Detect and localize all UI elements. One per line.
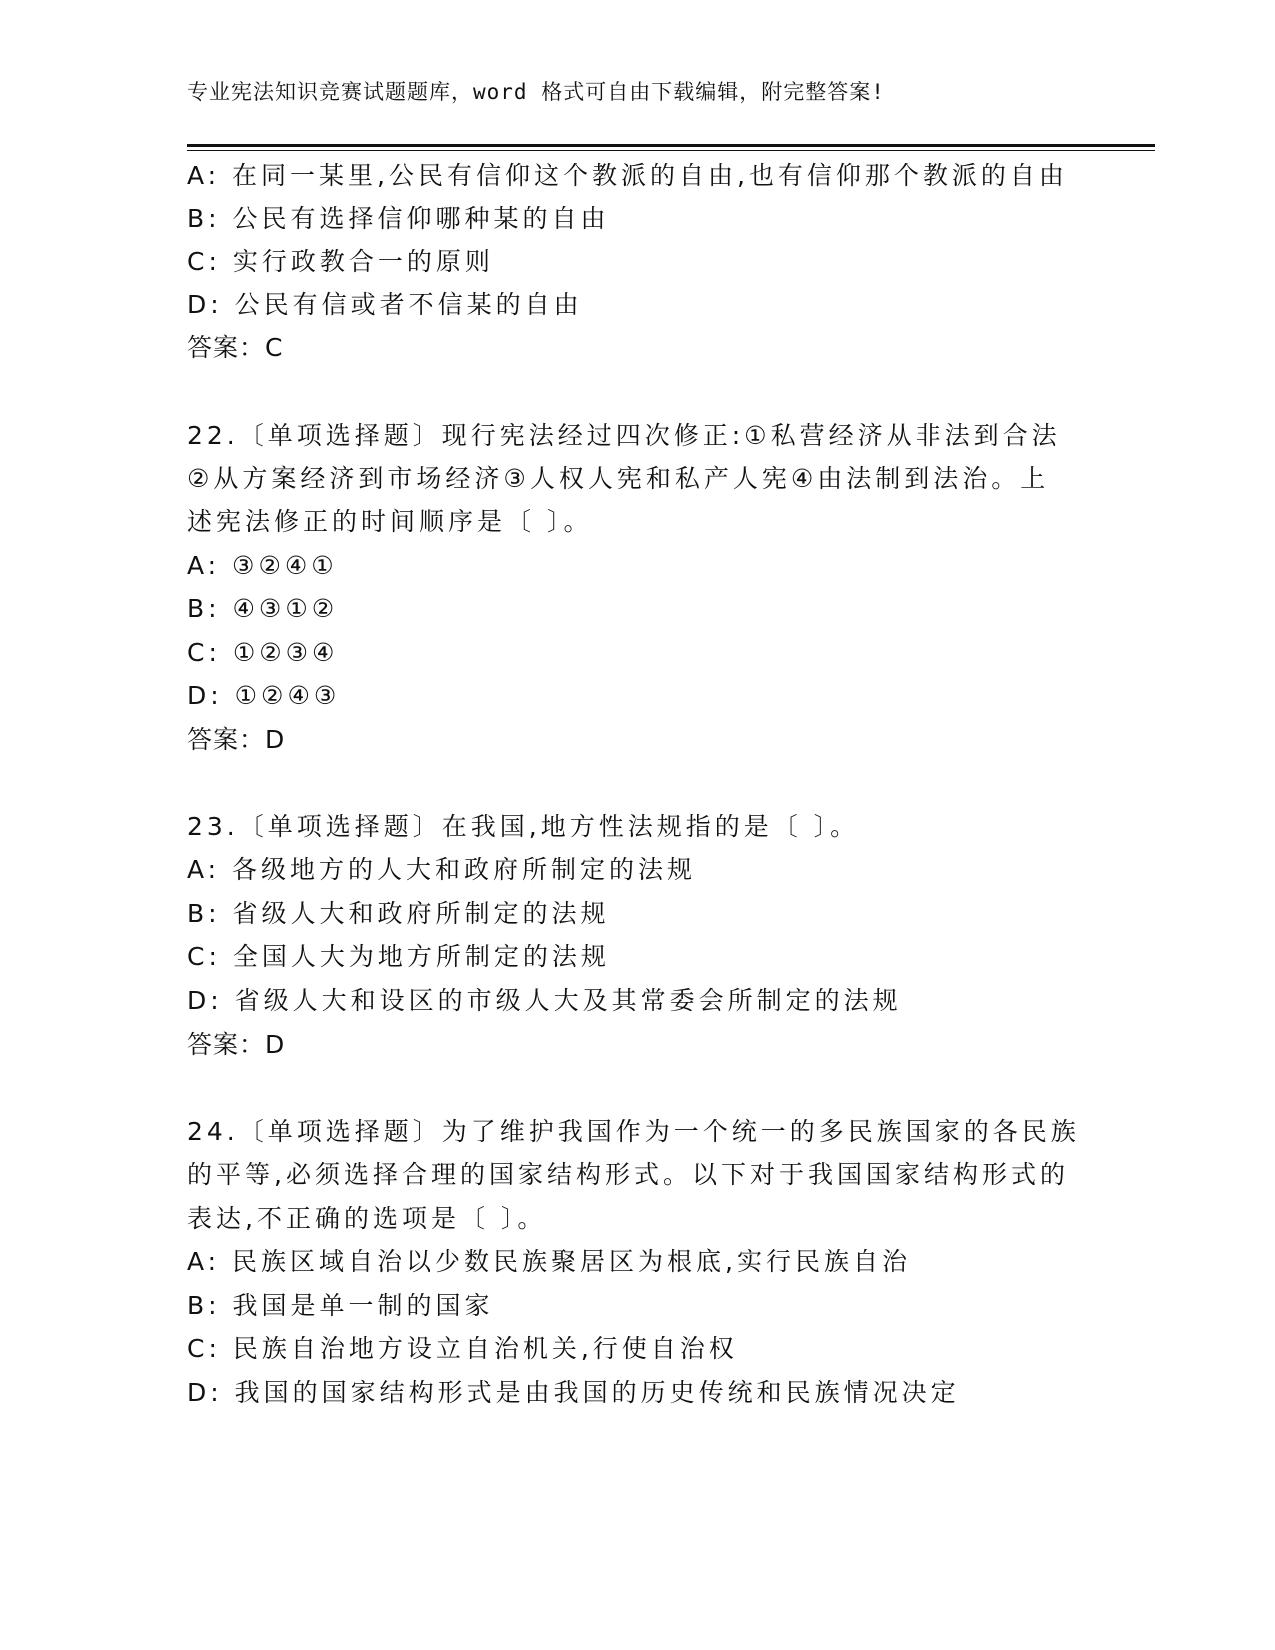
q22-option-b: B: ④③①② xyxy=(187,594,339,623)
page-header: 专业宪法知识竞赛试题题库，word 格式可自由下载编辑，附完整答案! xyxy=(187,80,885,104)
q22-option-d: D: ①②④③ xyxy=(187,681,341,710)
q23-option-b: B: 省级人大和政府所制定的法规 xyxy=(187,899,610,928)
q23-option-c: C: 全国人大为地方所制定的法规 xyxy=(187,942,610,971)
q24-stem-line-3: 表达,不正确的选项是〔 〕。 xyxy=(187,1204,547,1233)
q24-option-c: C: 民族自治地方设立自治机关,行使自治权 xyxy=(187,1334,738,1363)
q24-option-a: A: 民族区域自治以少数民族聚居区为根底,实行民族自治 xyxy=(187,1247,911,1276)
q23-answer: 答案：D xyxy=(187,1030,286,1059)
q21-option-d: D: 公民有信或者不信某的自由 xyxy=(187,290,583,319)
q21-answer: 答案：C xyxy=(187,333,284,362)
q22-stem-line-3: 述宪法修正的时间顺序是〔 〕。 xyxy=(187,507,593,536)
q24-stem-line-1: 24.〔单项选择题〕为了维护我国作为一个统一的多民族国家的各民族 xyxy=(187,1117,1080,1146)
q24-option-b: B: 我国是单一制的国家 xyxy=(187,1291,494,1320)
header-rule-thick xyxy=(187,144,1155,147)
q23-stem-line-1: 23.〔单项选择题〕在我国,地方性法规指的是〔 〕。 xyxy=(187,812,860,841)
q22-answer: 答案：D xyxy=(187,725,286,754)
q24-option-d: D: 我国的国家结构形式是由我国的历史传统和民族情况决定 xyxy=(187,1378,960,1407)
q22-option-c: C: ①②③④ xyxy=(187,638,339,667)
q21-option-a: A: 在同一某里,公民有信仰这个教派的自由,也有信仰那个教派的自由 xyxy=(187,161,1068,190)
q21-option-c: C: 实行政教合一的原则 xyxy=(187,247,494,276)
q23-option-a: A: 各级地方的人大和政府所制定的法规 xyxy=(187,855,697,884)
q22-stem-line-1: 22.〔单项选择题〕现行宪法经过四次修正:①私营经济从非法到合法 xyxy=(187,421,1061,450)
q22-stem-line-2: ②从方案经济到市场经济③人权人宪和私产人宪④由法制到法治。上 xyxy=(187,464,1050,493)
q23-option-d: D: 省级人大和设区的市级人大及其常委会所制定的法规 xyxy=(187,986,902,1015)
q22-option-a: A: ③②④① xyxy=(187,551,338,580)
header-rule-thin xyxy=(187,150,1155,151)
q24-stem-line-2: 的平等,必须选择合理的国家结构形式。以下对于我国国家结构形式的 xyxy=(187,1160,1069,1189)
q21-option-b: B: 公民有选择信仰哪种某的自由 xyxy=(187,204,610,233)
